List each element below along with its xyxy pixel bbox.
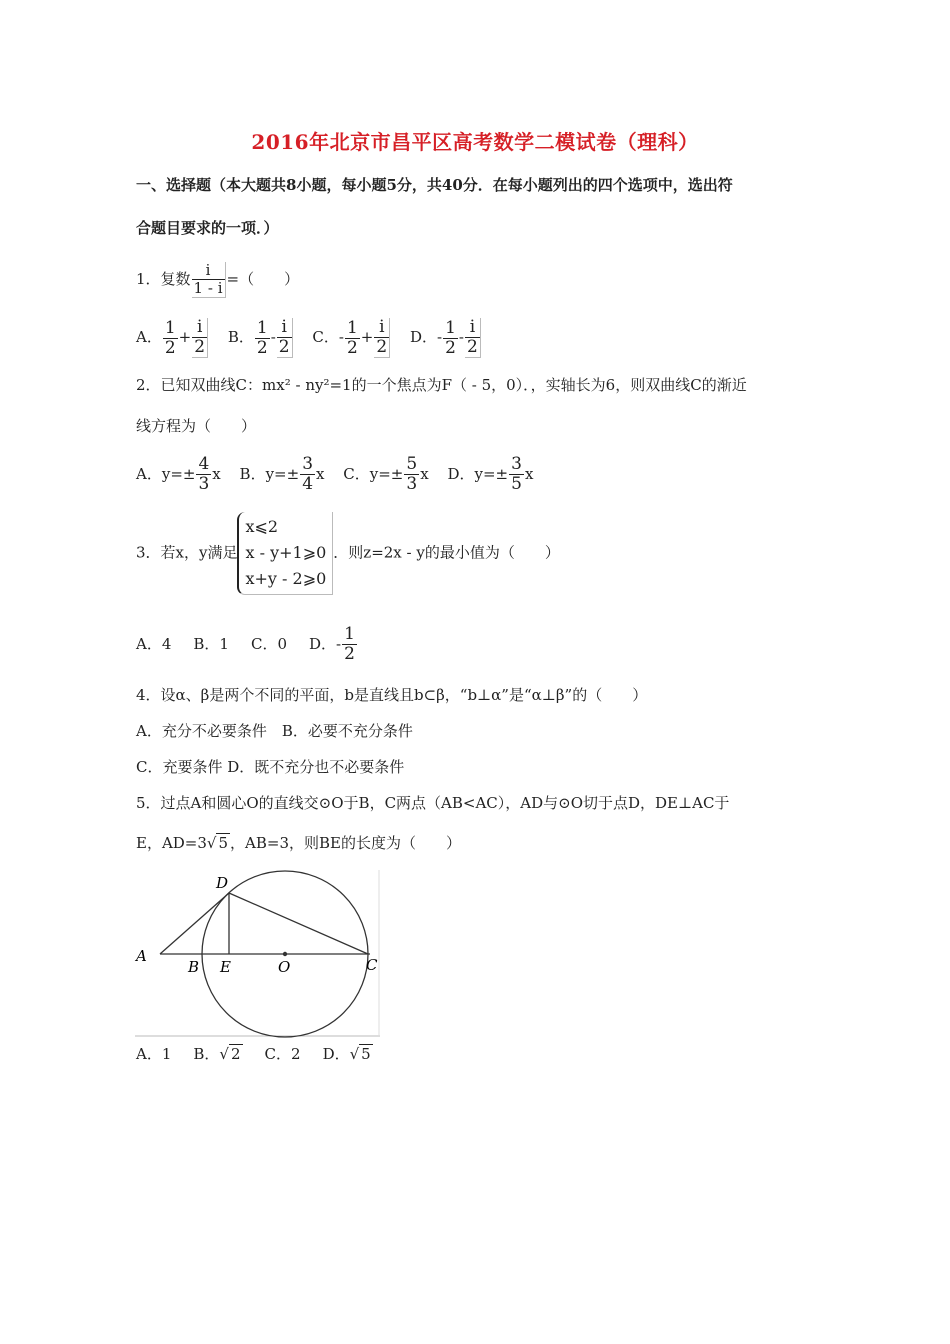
q1-fraction <box>192 262 226 298</box>
q1-a-frac1 <box>163 319 178 358</box>
q2-c-frac <box>404 455 419 494</box>
q5-b-label: B． <box>193 1045 220 1063</box>
q2-b-label: B． <box>239 464 266 483</box>
q1-option-a-label: A． <box>136 328 162 346</box>
q5-line2-b: ，AB=3，则BE的长度为（ ） <box>230 834 461 852</box>
q2-d-pre: y=± <box>474 464 509 483</box>
q2-c-den: 3 <box>406 474 418 494</box>
q3-prefix: 3．若x，y满足 <box>136 543 238 562</box>
q1-d-pre: - <box>437 328 443 346</box>
q2-d-frac <box>509 455 524 494</box>
q1-d-frac1-num: 1 <box>445 317 456 338</box>
q3-option-d <box>309 624 358 664</box>
q2-c-num: 5 <box>406 454 418 474</box>
q2-option-b <box>239 454 325 494</box>
q4-options-line2: C．充要条件 D．既不充分也不必要条件 <box>136 758 405 776</box>
q1-a-frac1-den: 2 <box>164 337 176 358</box>
q1-a-frac1-num: 1 <box>164 317 176 338</box>
q5-d-sqrt: √ 5 <box>349 1045 371 1063</box>
q1-c-frac1-num: 1 <box>346 317 358 338</box>
q1-a-op: + <box>178 328 192 346</box>
q2-d-den: 5 <box>511 474 522 494</box>
q2-c-post: x <box>420 464 429 483</box>
q2-d-post: x <box>524 464 534 483</box>
page-title: 2016年北京市昌平区高考数学二模试卷（理科） <box>251 130 699 154</box>
q5-sqrt5: √ 5 <box>206 834 229 852</box>
q2-option-d <box>447 454 534 494</box>
q1-b-frac2-num: i <box>281 317 287 337</box>
q5-b-rad: 2 <box>230 1045 241 1063</box>
q2-b-post: x <box>316 464 325 483</box>
label-d: D <box>216 874 229 892</box>
q1-b-frac1-den: 2 <box>256 337 268 358</box>
q5-b-sqrt: √ 2 <box>219 1045 241 1063</box>
q2-b-frac <box>300 455 315 494</box>
q5-d-label: D． <box>322 1045 350 1063</box>
q2-a-num: 4 <box>198 454 210 474</box>
section-heading-line1: 一、选择题（本大题共8小题，每小题5分，共40分．在每小题列出的四个选项中，选出符 <box>136 176 733 194</box>
q1-option-d-label: D． <box>409 328 438 346</box>
question-1 <box>136 262 299 298</box>
q2-line2: 线方程为（ ） <box>136 417 257 435</box>
q1-c-frac1-den: 2 <box>346 337 358 358</box>
q3-ineq-1: x⩽2 <box>245 517 279 536</box>
q2-options <box>136 455 547 494</box>
q2-d-num: 3 <box>511 454 522 474</box>
q1-option-d <box>409 317 482 358</box>
q1-frac-den: 1 - i <box>193 279 223 297</box>
q1-option-b <box>227 317 294 358</box>
q2-b-num: 3 <box>302 454 314 474</box>
q4-stem: 4．设α、β是两个不同的平面，b是直线且b⊂β，“b⊥α”是“α⊥β”的（ ） <box>136 686 648 704</box>
q2-a-pre: y=± <box>161 464 196 483</box>
q1-d-frac1-den: 2 <box>445 337 456 358</box>
q5-geometry-figure <box>130 868 382 1040</box>
q1-a-frac2-num: i <box>196 317 203 337</box>
q3-options <box>136 625 358 664</box>
q5-d-rad: 5 <box>361 1045 371 1063</box>
q1-b-op: - <box>270 328 276 346</box>
q3-suffix: ．则z=2x - y的最小值为（ ） <box>333 543 560 562</box>
q1-option-c-label: C． <box>312 328 339 346</box>
q1-options <box>136 318 496 358</box>
label-a: A <box>136 947 147 965</box>
q1-c-op: + <box>360 328 374 346</box>
label-e: E <box>220 958 231 976</box>
q2-c-label: C． <box>343 464 370 483</box>
q5-line1: 5．过点A和圆心O的直线交⊙O于B，C两点（AB<AC），AD与⊙O切于点D，DE⊥AC于 <box>136 794 730 812</box>
q4-options-line1: A．充分不必要条件 B．必要不充分条件 <box>136 722 413 740</box>
q2-b-den: 4 <box>302 474 314 494</box>
q1-b-frac1-num: 1 <box>256 317 268 338</box>
q1-d-frac1 <box>443 319 458 358</box>
q1-option-a <box>136 317 209 358</box>
q1-d-frac2 <box>465 318 481 358</box>
label-b: B <box>188 958 200 976</box>
q3-d-num: 1 <box>344 624 355 644</box>
q3-d-den: 2 <box>344 644 355 664</box>
label-c: C <box>366 956 378 974</box>
q1-suffix: =（ ） <box>226 270 300 288</box>
q1-c-frac2-num: i <box>379 317 385 337</box>
q5-sqrt5-rad: 5 <box>218 834 229 852</box>
q3-d-pre: - <box>336 634 342 653</box>
q1-a-frac2-den: 2 <box>194 337 206 357</box>
q3-option-c: C．0 <box>250 634 287 653</box>
q5-option-a: A．1 <box>136 1045 172 1063</box>
q2-a-post: x <box>212 464 221 483</box>
q3-option-b: B．1 <box>193 634 229 653</box>
q5-options <box>136 1044 373 1064</box>
q1-b-frac2-den: 2 <box>278 337 290 357</box>
q1-a-frac2 <box>192 318 208 358</box>
segment-dc <box>229 893 368 954</box>
q1-c-frac2-den: 2 <box>376 337 388 357</box>
q5-option-c: C．2 <box>264 1045 301 1063</box>
section-heading-line2: 合题目要求的一项．） <box>136 219 279 237</box>
q5-line2 <box>136 833 461 853</box>
q3-option-a: A．4 <box>136 634 172 653</box>
q2-option-c <box>343 454 429 494</box>
q1-d-frac2-num: i <box>469 317 476 337</box>
q3-d-label: D． <box>309 634 337 653</box>
q1-d-frac2-den: 2 <box>467 337 478 357</box>
q3-inequality-system <box>237 512 333 595</box>
q1-c-frac2 <box>374 318 390 358</box>
q5-option-b <box>193 1045 242 1063</box>
q3-d-frac <box>342 625 357 664</box>
tangent-ad <box>160 893 229 954</box>
q1-c-pre: - <box>338 328 344 346</box>
q2-d-label: D． <box>447 464 475 483</box>
q1-b-frac1 <box>255 319 270 358</box>
q2-b-pre: y=± <box>265 464 300 483</box>
q5-option-d <box>323 1045 373 1063</box>
q5-line2-a: E，AD=3 <box>136 834 207 852</box>
q2-line1: 2．已知双曲线C：mx² - ny²=1的一个焦点为F（ - 5，0）．，实轴长为6，则双曲线C的渐近 <box>136 376 747 394</box>
q1-prefix: 1．复数 <box>136 270 191 288</box>
label-o: O <box>278 958 291 976</box>
q2-a-label: A． <box>136 464 162 483</box>
q3-ineq-2: x - y+1⩾0 <box>245 543 327 562</box>
question-3 <box>136 512 560 595</box>
q2-option-a <box>136 454 221 494</box>
q3-ineq-3: x+y - 2⩾0 <box>245 569 327 588</box>
q1-b-frac2 <box>277 318 293 358</box>
q1-option-c <box>312 317 391 358</box>
q1-frac-num: i <box>205 261 211 279</box>
q2-a-frac <box>196 455 211 494</box>
q1-option-b-label: B． <box>227 328 254 346</box>
center-point-o <box>283 952 287 956</box>
q2-c-pre: y=± <box>369 464 404 483</box>
q2-a-den: 3 <box>198 474 210 494</box>
q1-c-frac1 <box>345 319 360 358</box>
q1-d-op: - <box>458 328 464 346</box>
